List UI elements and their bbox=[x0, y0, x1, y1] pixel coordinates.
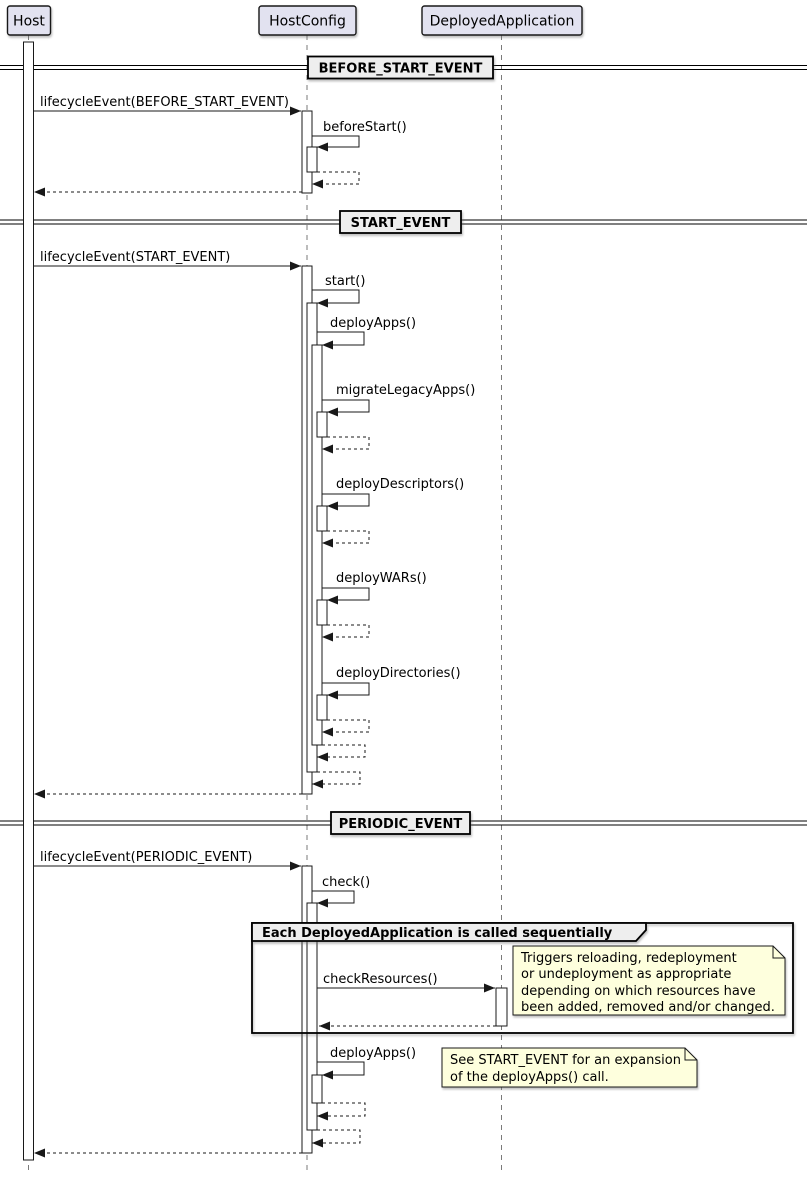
divider-label: START_EVENT bbox=[350, 216, 451, 231]
participant-label: HostConfig bbox=[269, 13, 346, 30]
self-call-before-start bbox=[312, 136, 359, 147]
deployapps-periodic-activation bbox=[312, 1075, 322, 1103]
message-label: deployDescriptors() bbox=[336, 477, 465, 492]
participant-label: DeployedApplication bbox=[429, 13, 575, 30]
self-call-start bbox=[312, 290, 359, 303]
deployapps-activation bbox=[312, 345, 322, 745]
deploydirectories-activation bbox=[317, 695, 327, 720]
return-arrow bbox=[317, 745, 365, 757]
note-line: Triggers reloading, redeployment bbox=[521, 951, 737, 966]
note-deploy-apps bbox=[442, 1048, 697, 1087]
deploywars-activation bbox=[317, 600, 327, 625]
deployedapplication-activation bbox=[496, 988, 507, 1026]
return-arrow bbox=[312, 772, 360, 784]
return-arrow bbox=[322, 625, 369, 637]
self-call-deploy-apps-periodic bbox=[317, 1062, 364, 1075]
note-line: been added, removed and/or changed. bbox=[521, 1000, 775, 1015]
return-arrow bbox=[322, 437, 369, 449]
return-arrow bbox=[322, 531, 369, 543]
group-frame-label: Each DeployedApplication is called sequentially bbox=[262, 926, 613, 941]
return-arrow bbox=[312, 172, 359, 184]
self-call-deploy-apps bbox=[317, 332, 364, 345]
message-label: checkResources() bbox=[323, 972, 438, 987]
return-arrow bbox=[317, 1103, 365, 1116]
message-label: beforeStart() bbox=[323, 120, 407, 135]
message-label: deployWARs() bbox=[336, 571, 427, 586]
message-label: lifecycleEvent(START_EVENT) bbox=[40, 250, 231, 265]
divider-before-start-event bbox=[308, 57, 493, 79]
message-label: check() bbox=[322, 875, 371, 890]
return-arrow bbox=[312, 1130, 360, 1143]
self-call-migrate-legacy-apps bbox=[322, 400, 369, 412]
message-label: lifecycleEvent(BEFORE_START_EVENT) bbox=[40, 95, 289, 110]
message-label: lifecycleEvent(PERIODIC_EVENT) bbox=[40, 850, 253, 865]
note-line: depending on which resources have bbox=[521, 984, 756, 999]
message-label: deployApps() bbox=[330, 1046, 417, 1061]
message-label: deployDirectories() bbox=[336, 666, 461, 681]
host-activation bbox=[24, 42, 34, 1160]
participant-deployedapplication bbox=[422, 6, 582, 35]
divider-periodic-event bbox=[331, 812, 470, 834]
message-label: migrateLegacyApps() bbox=[336, 383, 476, 398]
note-line: or undeployment as appropriate bbox=[521, 967, 732, 982]
divider-start-event bbox=[340, 211, 461, 233]
self-call-check bbox=[312, 891, 354, 903]
migratelegacyapps-activation bbox=[317, 412, 327, 437]
message-label: start() bbox=[325, 274, 366, 289]
deploydescriptors-activation bbox=[317, 506, 327, 531]
divider-label: BEFORE_START_EVENT bbox=[318, 61, 483, 77]
note-line: of the deployApps() call. bbox=[450, 1070, 609, 1085]
return-arrow bbox=[322, 720, 369, 732]
self-call-deploy-descriptors bbox=[322, 494, 369, 506]
participant-label: Host bbox=[13, 13, 45, 30]
note-check-resources bbox=[513, 946, 785, 1015]
participant-hostconfig bbox=[259, 6, 356, 35]
message-label: deployApps() bbox=[330, 316, 417, 331]
self-call-deploy-wars bbox=[322, 588, 369, 600]
divider-label: PERIODIC_EVENT bbox=[338, 817, 463, 832]
participant-host bbox=[8, 6, 51, 35]
self-call-deploy-directories bbox=[322, 683, 369, 695]
note-line: See START_EVENT for an expansion bbox=[450, 1053, 681, 1068]
beforestart-activation bbox=[307, 147, 317, 172]
